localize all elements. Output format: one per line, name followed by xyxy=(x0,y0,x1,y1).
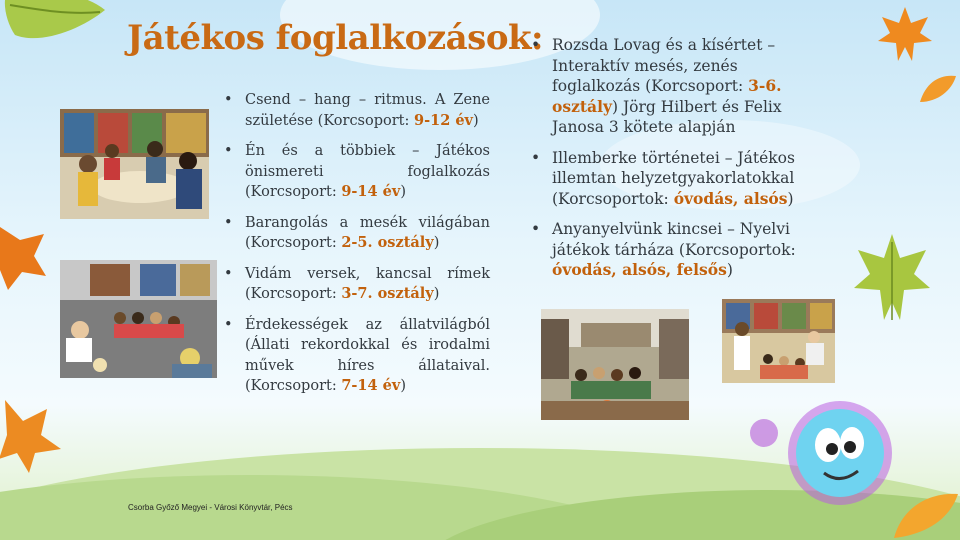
orange-maple-leaf-icon xyxy=(878,5,933,65)
right-activity-list xyxy=(531,35,806,291)
list-item: • Én és a többiek – Játékos önismereti foglalkozás (Korcsoport: 9-14 év) xyxy=(224,141,490,203)
photo-children-on-floor xyxy=(60,260,217,378)
slide-title: Játékos foglalkozások: xyxy=(127,18,544,58)
list-item: • Vidám versek, kancsal rímek (Korcsoport: 3-7. osztály) xyxy=(224,264,490,305)
orange-leaf-bottom-left-icon xyxy=(0,395,65,475)
orange-leaf-left-icon xyxy=(0,222,48,292)
photo-children-at-table xyxy=(60,109,209,219)
list-item: • Csend – hang – ritmus. A Zene születése (Korcsoport: 9-12 év) xyxy=(224,90,490,131)
list-item: • Érdekességek az állatvilágból (Állati rekordokkal és irodalmi művek híres állataival. (Korcsoport: 7-14 év) xyxy=(224,315,490,397)
green-leaf-icon xyxy=(0,0,110,60)
hedgehog-mascot-icon xyxy=(740,385,900,520)
list-item: • Illemberke történetei – Játékos illemtan helyzetgyakorlatokkal (Korcsoportok: óvodás, alsós) xyxy=(531,148,806,210)
list-item: • Barangolás a mesék világában (Korcsoport: 2-5. osztály) xyxy=(224,213,490,254)
list-item: • Rozsda Lovag és a kísértet – Interaktív mesés, zenés foglalkozás (Korcsoport: 3-6. osztály) Jörg Hilbert és Felix Janosa 3 kötete alapján xyxy=(531,35,806,138)
list-item: • Anyanyelvünk kincsei – Nyelvi játékok tárháza (Korcsoportok: óvodás, alsós, felsős) xyxy=(531,219,806,281)
green-maple-leaf-icon xyxy=(852,232,932,327)
orange-leaf-small-icon xyxy=(918,72,958,107)
footer-text: Csorba Győző Megyei - Városi Könyvtár, Pécs xyxy=(128,503,293,512)
photo-storytelling xyxy=(722,299,835,383)
photo-library-event xyxy=(541,309,689,420)
left-activity-list xyxy=(224,90,490,407)
